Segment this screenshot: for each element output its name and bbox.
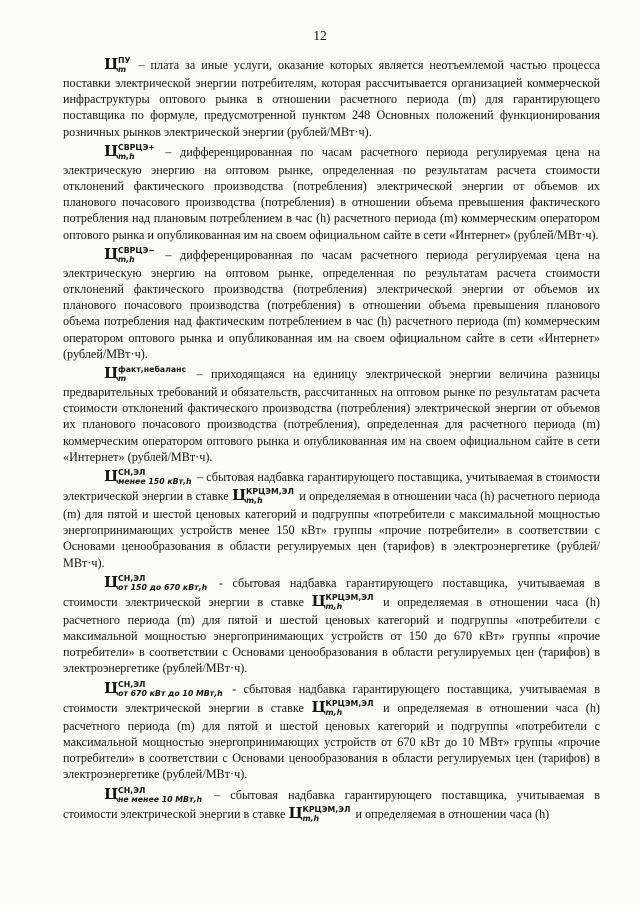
inline-subscript: m,h <box>325 602 343 612</box>
definition-entry <box>63 365 600 465</box>
symbol-subscript: от 150 до 670 кВт,h <box>118 583 208 593</box>
definition-text: – дифференцированная по часам расчетного периода регулируемая цена на электрическую энергию на оптовом рынке, определенная по результатам расчета стоимости отклонений фактического производства (потребления) электрической энергии от объемов их планового почасового производства (потребления) в отношении объема превышения фактического потребления над плановым потреблением в час (h) расчетного периода (m) коммерческим оператором оптового рынка и опубликованная им на своем официальном сайте в сети «Интернет» (рублей/МВт·ч). <box>63 144 600 242</box>
symbol-indices <box>118 469 192 487</box>
inline-subscript: m,h <box>325 707 343 717</box>
definition-text-continued: и определяемая в отношении часа (h) расчетного периода (m) для пятой и шестой ценовых категорий и подгруппы «потребители с максимальной мощностью энергопринимающих устройств от 670 кВт до 10 МВт» группы «прочие потребители» в соответствии с Основами ценообразования в области регулируемых цен (тарифов) в электроэнергетике (рублей/МВт·ч). <box>63 700 600 782</box>
symbol-superscript: СВРЦЭ+ <box>118 143 155 153</box>
symbol-indices <box>118 366 186 384</box>
price-symbol: Ц <box>104 141 118 160</box>
inline-superscript: КРЦЭМ,ЭЛ <box>302 804 351 814</box>
symbol-subscript: не менее 10 МВт,h <box>118 794 203 804</box>
page-number: 12 <box>313 28 327 43</box>
price-symbol: Ц <box>104 572 118 591</box>
definition-entry <box>63 143 600 243</box>
symbol-superscript: СН,ЭЛ <box>118 785 146 795</box>
symbol-subscript: m <box>118 374 127 384</box>
inline-price-symbol: Ц <box>288 803 303 822</box>
definition-text: - сбытовая надбавка гарантирующего поставщика, учитываемая в стоимости электрической энергии в ставке <box>63 575 600 609</box>
inline-price-symbol: Ц <box>311 697 326 716</box>
price-symbol: Ц <box>104 678 118 697</box>
price-symbol: Ц <box>104 244 118 263</box>
price-symbol: Ц <box>104 364 118 383</box>
symbol-superscript: СВРЦЭ− <box>118 246 155 256</box>
symbol-superscript: СН,ЭЛ <box>118 468 146 478</box>
definition-text: – дифференцированная по часам расчетного периода регулируемая цена на электрическую энергию на оптовом рынке, определенная по результатам расчета стоимости отклонений фактического производства (потребления) электрической энергии от объемов их планового почасового производства (потребления) в отношении объема превышения планового объема потребления над фактическим потреблением в час (h) расчетного периода (m) коммерческим оператором оптового рынка и опубликованная им на своем официальном сайте в сети «Интернет» (рублей/МВт·ч). <box>63 247 600 361</box>
symbol-indices <box>118 787 202 805</box>
symbol-indices <box>118 681 223 699</box>
symbol-superscript: СН,ЭЛ <box>118 680 146 690</box>
price-symbol: Ц <box>104 55 118 73</box>
definition-text-continued: и определяемая в отношении часа (h) расчетного периода (m) для пятой и шестой ценовых категорий и подгруппы «потребители с максимальной мощностью энергопринимающих устройств менее 150 кВт» группы «прочие потребители» в соответствии с Основами ценообразования в области регулируемых цен (тарифов) в электроэнергетике (рублей/МВт·ч). <box>63 489 600 570</box>
symbol-indices <box>118 144 155 162</box>
definition-entry <box>63 680 600 783</box>
inline-price-symbol: Ц <box>311 591 326 610</box>
symbol-indices <box>118 247 155 265</box>
symbol-subscript: m,h <box>118 152 135 162</box>
symbol-subscript: от 670 кВт до 10 МВт,h <box>118 688 223 698</box>
definition-text: – сбытовая надбавка гарантирующего поставщика, учитываемая в стоимости электрической энергии в ставке <box>63 470 600 504</box>
document-body <box>63 56 600 827</box>
symbol-subscript: менее 150 кВт,h <box>118 477 192 487</box>
definition-text: – плата за иные услуги, оказание которых является неотъемлемой частью процесса поставки электрической энергии потребителям, которая рассчитывается организацией коммерческой инфраструктуры оптового рынка в отношении расчетного периода (m) для гарантирующего поставщика по формуле, предусмотренной пунктом 248 Основных положений функционирования розничных рынков электрической энергии (рублей/МВт·ч). <box>63 58 600 139</box>
symbol-indices <box>118 57 131 75</box>
inline-superscript: КРЦЭМ,ЭЛ <box>325 593 374 603</box>
definition-text: – приходящаяся на единицу электрической энергии величина разницы предварительных требований и обязательств, рассчитанных на оптовом рынке по результатам расчета стоимости отклонений фактического производства (потребления) электрической энергии от объемов их планового почасового производства (потребления), определенная для расчетного периода (m) коммерческим оператором оптового рынка и опубликованная им на своем официальном сайте в сети «Интернет» (рублей/МВт·ч). <box>63 367 600 464</box>
definition-entry <box>63 246 600 362</box>
definition-text-continued: и определяемая в отношении часа (h) <box>352 806 550 821</box>
inline-symbol-indices <box>246 488 294 506</box>
definition-text: - сбытовая надбавка гарантирующего поставщика, учитываемая в стоимости электрической энергии в ставке <box>63 681 600 715</box>
inline-symbol-indices <box>326 594 374 612</box>
symbol-subscript: m <box>118 65 127 75</box>
inline-symbol-indices <box>302 806 350 824</box>
symbol-subscript: m,h <box>118 255 135 265</box>
price-symbol: Ц <box>104 784 118 803</box>
definition-text: – сбытовая надбавка гарантирующего поставщика, учитываемая в стоимости электрической энергии в ставке <box>63 787 600 821</box>
definition-entry <box>63 468 600 571</box>
inline-price-symbol: Ц <box>231 486 246 505</box>
inline-superscript: КРЦЭМ,ЭЛ <box>245 487 294 497</box>
symbol-superscript: ПУ <box>118 56 131 66</box>
symbol-indices <box>118 575 207 593</box>
inline-subscript: m,h <box>245 496 263 506</box>
definition-entry <box>63 786 600 824</box>
symbol-superscript: СН,ЭЛ <box>118 574 146 584</box>
definition-entry <box>63 56 600 140</box>
inline-superscript: КРЦЭМ,ЭЛ <box>325 699 374 709</box>
inline-subscript: m,h <box>302 813 320 823</box>
definition-text-continued: и определяемая в отношении часа (h) расчетного периода (m) для пятой и шестой ценовых категорий и подгруппы «потребители с максимальной мощностью энергопринимающих устройств от 150 до 670 кВт» группы «прочие потребители» в соответствии с Основами ценообразования в области регулируемых цен (тарифов) в электроэнергетике (рублей/МВт·ч). <box>63 594 600 676</box>
symbol-superscript: факт,небаланс <box>118 365 187 375</box>
price-symbol: Ц <box>104 467 118 486</box>
inline-symbol-indices <box>326 700 374 718</box>
definition-entry <box>63 574 600 677</box>
